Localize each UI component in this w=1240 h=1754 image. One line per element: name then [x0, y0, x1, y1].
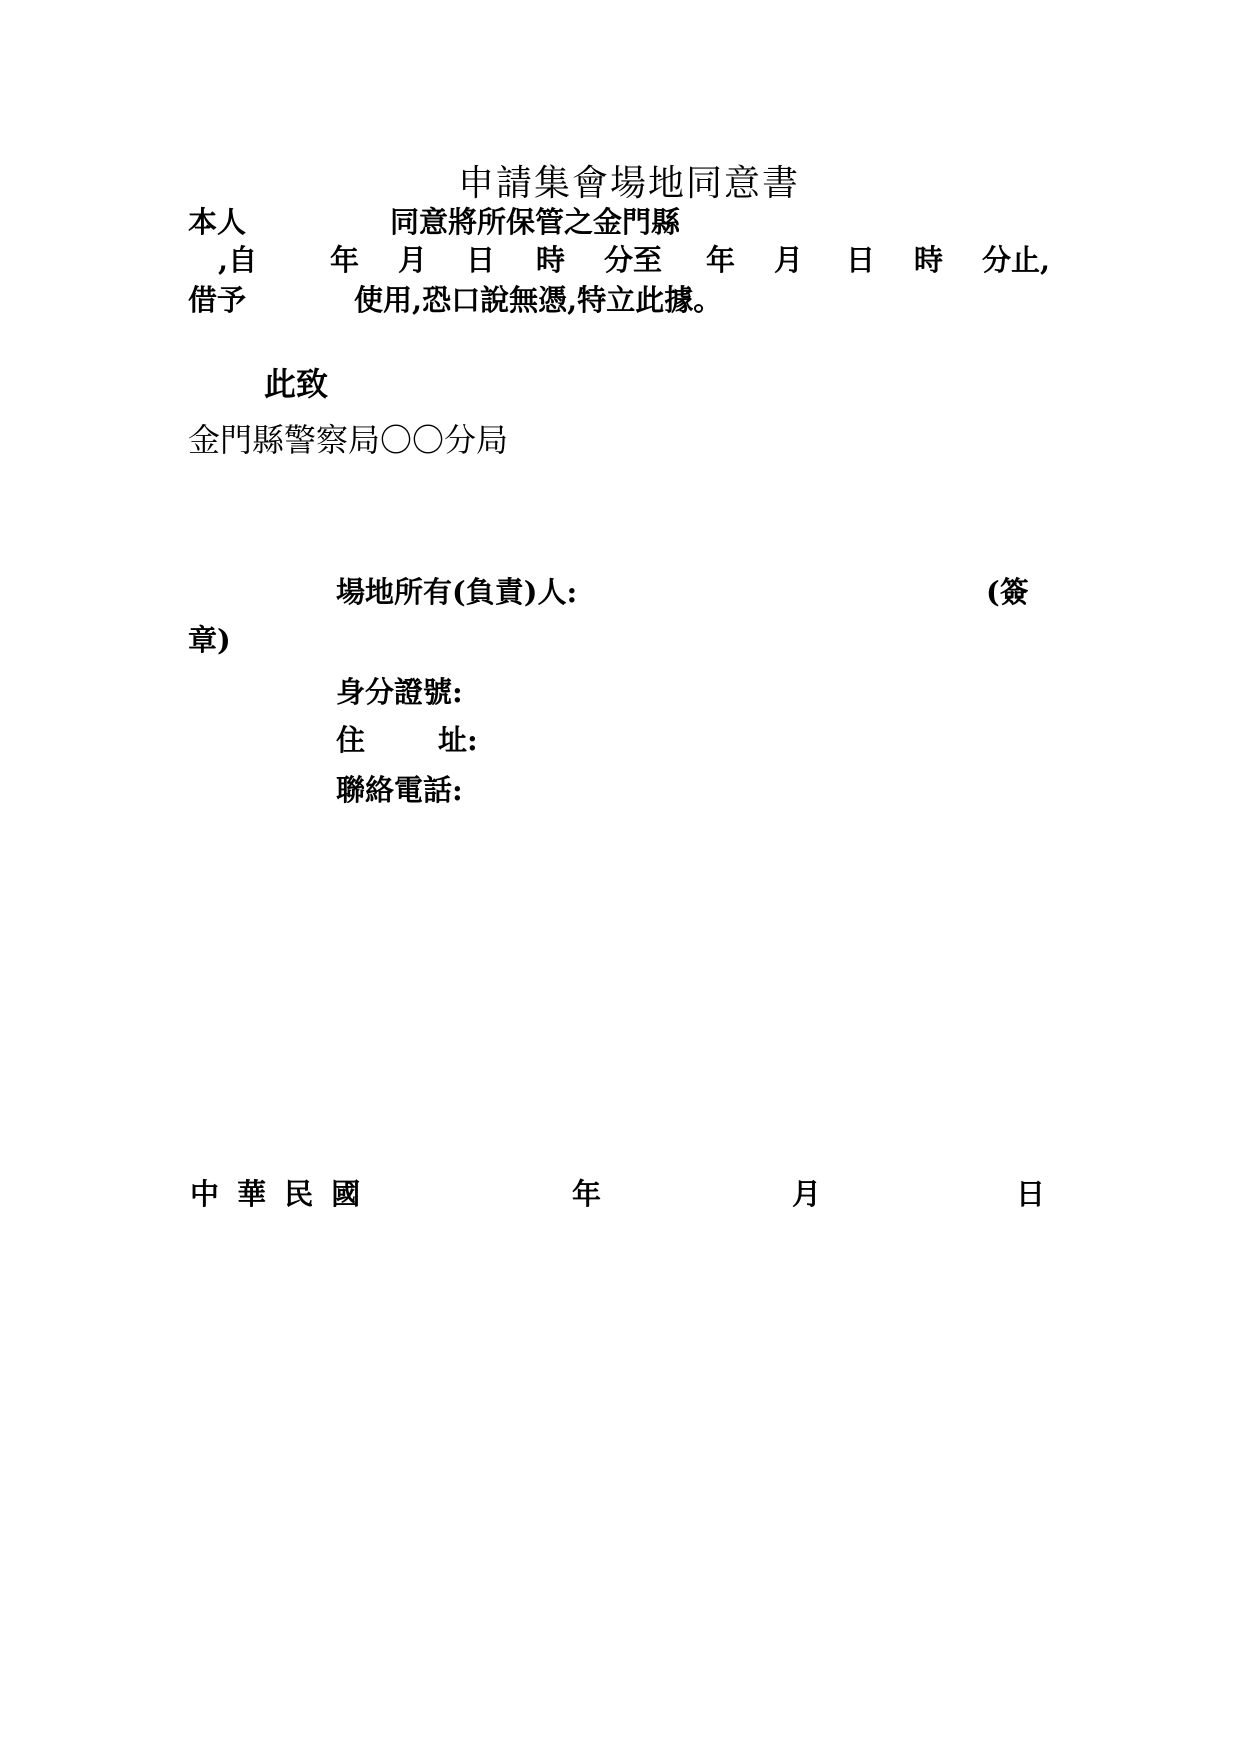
recipient: 金門縣警察局〇〇分局: [188, 421, 509, 459]
salutation: 此致: [264, 365, 329, 403]
line3-middle: 使用,恐口說無憑,特立此據。: [354, 283, 723, 317]
address-label-part2: 址:: [438, 723, 478, 757]
line1-middle: 同意將所保管之金門縣: [390, 205, 681, 239]
line2-part-5: 分至: [604, 243, 663, 277]
line2-part-4: 時: [536, 243, 566, 277]
date-year: 年: [572, 1177, 602, 1211]
line3-prefix: 借予: [188, 283, 247, 317]
line2-part-3: 日: [466, 243, 496, 277]
owner-label: 場地所有(負責)人:: [336, 575, 578, 609]
date-month: 月: [792, 1177, 822, 1211]
seal-close: 章): [188, 623, 231, 657]
document-title: 申請集會場地同意書: [458, 163, 801, 204]
seal-open: (簽: [986, 575, 1029, 609]
line2-part-7: 月: [774, 243, 804, 277]
id-label: 身分證號:: [336, 675, 463, 709]
date-day: 日: [1016, 1177, 1046, 1211]
line2-part-1: 年: [330, 243, 360, 277]
date-era: 中 華 民 國: [190, 1177, 365, 1211]
line2-part-2: 月: [398, 243, 428, 277]
line2-part-6: 年: [706, 243, 736, 277]
line2-part-10: 分止,: [982, 243, 1051, 277]
line1-prefix: 本人: [188, 205, 247, 239]
address-label-part1: 住: [336, 723, 366, 757]
phone-label: 聯絡電話:: [336, 773, 463, 807]
line2-part-0: ,自: [218, 243, 258, 277]
line2-part-8: 日: [846, 243, 876, 277]
line2-part-9: 時: [914, 243, 944, 277]
